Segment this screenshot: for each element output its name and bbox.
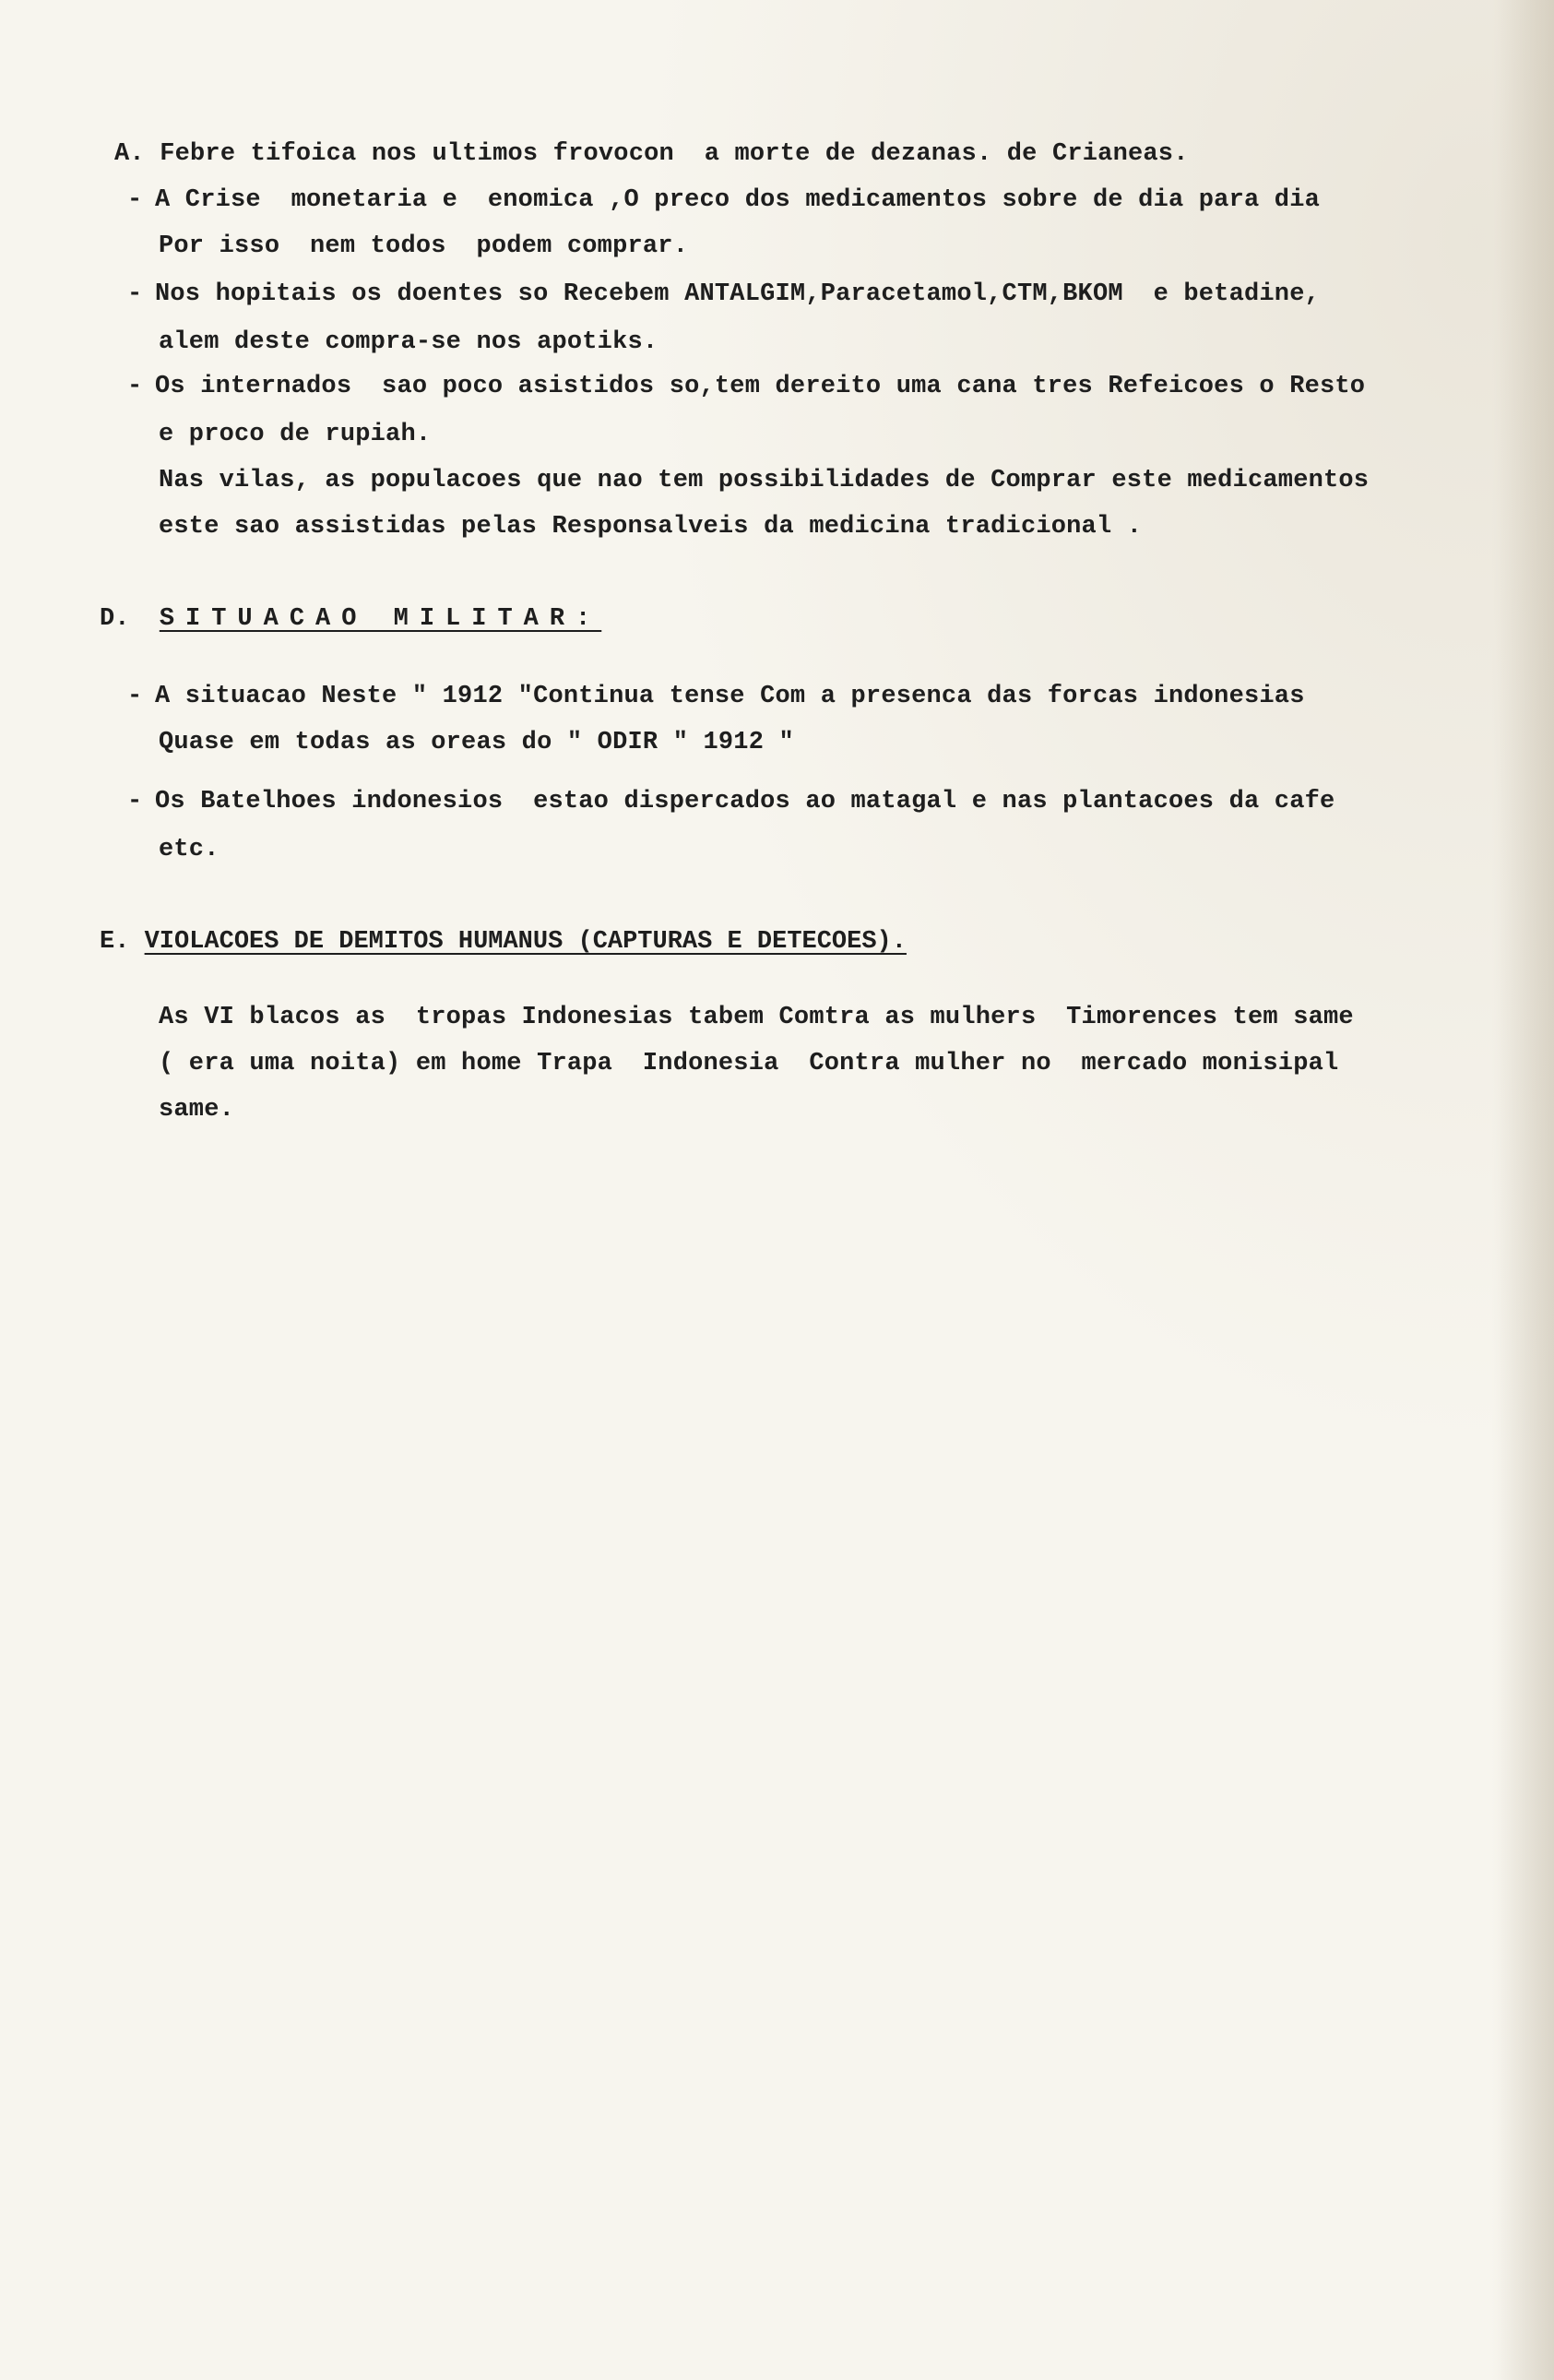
section-a-item-2-text-1: Nos hopitais os doentes so Recebem ANTALGIM,Paracetamol,CTM,BKOM e betadine, bbox=[155, 280, 1321, 308]
section-e-marker: E. bbox=[100, 928, 130, 956]
section-a-item-1-text-1: A Crise monetaria e enomica ,O preco dos medicamentos sobre de dia para dia bbox=[155, 186, 1321, 214]
section-d-heading bbox=[100, 603, 601, 635]
bullet-dash: - bbox=[127, 373, 143, 400]
section-a-item-3-line-3: Nas vilas, as populacoes que nao tem possibilidades de Comprar este medicamentos bbox=[159, 467, 1370, 494]
section-a-item-3-line-1 bbox=[127, 371, 1365, 402]
bullet-dash: - bbox=[127, 788, 143, 815]
section-d-item-2-line-2: etc. bbox=[159, 836, 219, 863]
bullet-dash: - bbox=[127, 186, 143, 214]
section-d-item-2-line-1 bbox=[127, 786, 1335, 817]
section-a-item-3-text-1: Os internados sao poco asistidos so,tem dereito uma cana tres Refeicoes o Resto bbox=[155, 373, 1366, 400]
bullet-dash: - bbox=[127, 280, 143, 308]
section-d-item-1-line-2: Quase em todas as oreas do " ODIR " 1912 " bbox=[159, 729, 794, 756]
section-a-item-3-line-4: este sao assistidas pelas Responsalveis da medicina tradicional . bbox=[159, 513, 1143, 541]
section-e-line-3: same. bbox=[159, 1096, 235, 1124]
section-a-item-3-line-2: e proco de rupiah. bbox=[159, 421, 432, 448]
section-a-first-line bbox=[114, 138, 1189, 170]
section-d-item-1-line-1 bbox=[127, 681, 1305, 712]
section-d-title: SITUACAO MILITAR: bbox=[159, 605, 602, 633]
section-a-item-2-line-2: alem deste compra-se nos apotiks. bbox=[159, 328, 658, 356]
section-a-marker: A. bbox=[114, 140, 145, 168]
section-e-line-1: As VI blacos as tropas Indonesias tabem Comtra as mulhers Timorences tem same bbox=[159, 1004, 1354, 1031]
bullet-dash: - bbox=[127, 683, 143, 710]
section-a-item-1-line-1 bbox=[127, 184, 1320, 216]
section-e-title: VIOLACOES DE DEMITOS HUMANUS (CAPTURAS E DETECOES). bbox=[144, 928, 907, 956]
section-e-heading bbox=[100, 926, 907, 958]
section-a-item-2-line-1 bbox=[127, 279, 1320, 310]
section-d-marker: D. bbox=[100, 605, 130, 633]
page-edge-shadow bbox=[1499, 0, 1554, 2380]
section-a-text: Febre tifoica nos ultimos frovocon a morte de dezanas. de Crianeas. bbox=[160, 140, 1189, 168]
section-e-line-2: ( era uma noita) em home Trapa Indonesia Contra mulher no mercado monisipal bbox=[159, 1050, 1339, 1077]
section-a-item-1-line-2: Por isso nem todos podem comprar. bbox=[159, 232, 689, 260]
section-d-item-2-text-1: Os Batelhoes indonesios estao dispercados ao matagal e nas plantacoes da cafe bbox=[155, 788, 1335, 815]
section-d-item-1-text-1: A situacao Neste " 1912 "Continua tense Com a presenca das forcas indonesias bbox=[155, 683, 1305, 710]
